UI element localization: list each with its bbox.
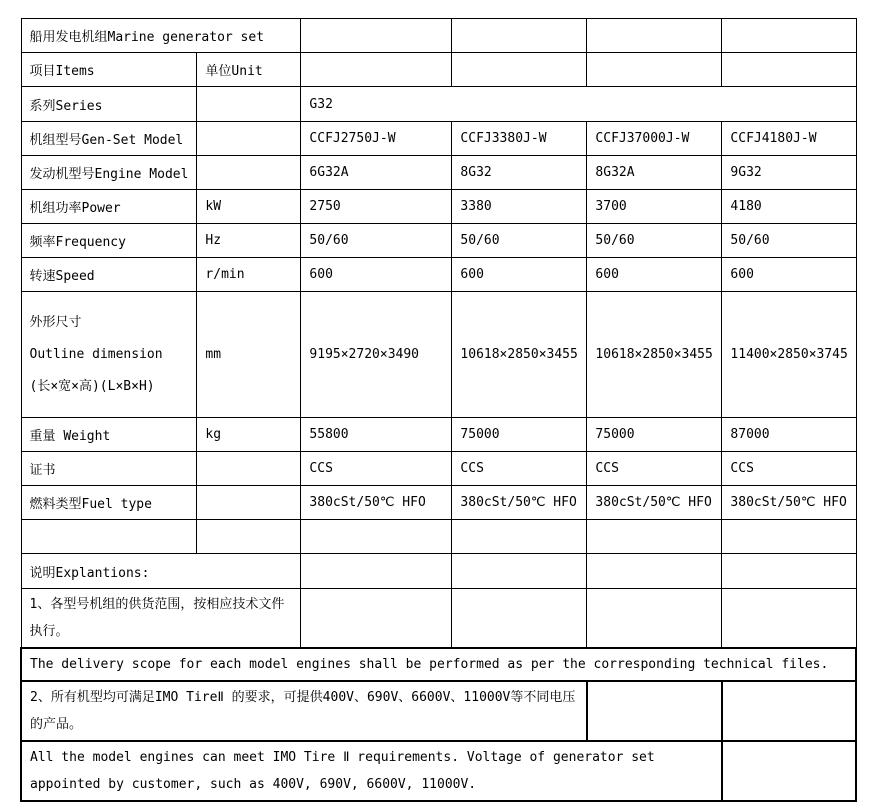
value-cell: 9195×2720×3490	[301, 292, 452, 418]
value-cell: 50/60	[301, 224, 452, 258]
value-cell: CCFJ37000J-W	[587, 122, 722, 156]
empty-cell	[722, 53, 856, 87]
value-cell: 50/60	[452, 224, 587, 258]
value-cell: 380cSt/50℃ HFO	[722, 486, 856, 520]
empty-cell	[722, 741, 856, 801]
dimension-label-line: Outline dimension	[29, 346, 163, 362]
marine-generator-spec-table	[20, 18, 857, 802]
table-row-note1-cn	[21, 589, 856, 649]
value-cell: CCFJ4180J-W	[722, 122, 856, 156]
dimension-label-line: (长×宽×高)(L×B×H)	[29, 378, 155, 394]
empty-cell	[722, 520, 856, 554]
value-cell: 4180	[722, 190, 856, 224]
unit-cell	[197, 452, 301, 486]
row-label-cell: 证书	[21, 452, 197, 486]
row-label-cell: 重量 Weight	[21, 418, 197, 452]
explanations-heading-cell: 说明Explantions:	[21, 554, 301, 589]
value-cell: 600	[452, 258, 587, 292]
table-row-weight	[21, 418, 856, 452]
unit-cell	[197, 122, 301, 156]
empty-cell	[587, 554, 722, 589]
row-label-cell: 发动机型号Engine Model	[21, 156, 197, 190]
table-row-title	[21, 19, 856, 53]
table-row-note2-cn	[21, 681, 856, 741]
value-cell: 8G32	[452, 156, 587, 190]
table-row-header	[21, 53, 856, 87]
empty-cell	[452, 554, 587, 589]
value-cell: 75000	[452, 418, 587, 452]
value-cell: 10618×2850×3455	[452, 292, 587, 418]
value-cell: 380cSt/50℃ HFO	[452, 486, 587, 520]
note2-cn-cell: 2、所有机型均可满足IMO TireⅡ 的要求，可提供400V、690V、6600V、11000V等不同电压的产品。	[21, 681, 587, 741]
table-row-empty	[21, 520, 856, 554]
empty-cell	[722, 19, 856, 53]
dimension-label-line: 外形尺寸	[29, 314, 82, 330]
value-cell: 600	[722, 258, 856, 292]
row-label-cell: 系列Series	[21, 87, 197, 122]
value-cell: CCS	[301, 452, 452, 486]
table-row-series	[21, 87, 856, 122]
value-cell: 600	[587, 258, 722, 292]
value-cell: 75000	[587, 418, 722, 452]
items-header-cell: 项目Items	[21, 53, 197, 87]
empty-cell	[301, 19, 452, 53]
empty-cell	[452, 589, 587, 649]
table-row-power	[21, 190, 856, 224]
table-row-explanations-heading	[21, 554, 856, 589]
empty-cell	[301, 520, 452, 554]
value-cell: 3700	[587, 190, 722, 224]
unit-cell: kW	[197, 190, 301, 224]
row-label-cell: 频率Frequency	[21, 224, 197, 258]
table-row-certificate	[21, 452, 856, 486]
value-cell: CCFJ2750J-W	[301, 122, 452, 156]
note1-cn-cell: 1、各型号机组的供货范围，按相应技术文件执行。	[21, 589, 301, 649]
table-row-engine-model	[21, 156, 856, 190]
row-label-cell	[21, 292, 197, 418]
table-row-speed	[21, 258, 856, 292]
value-cell: 380cSt/50℃ HFO	[301, 486, 452, 520]
note1-en-cell: The delivery scope for each model engines shall be performed as per the corresponding technical files.	[21, 648, 856, 681]
empty-cell	[587, 520, 722, 554]
value-cell: 55800	[301, 418, 452, 452]
value-cell: 380cSt/50℃ HFO	[587, 486, 722, 520]
unit-cell	[197, 156, 301, 190]
table-row-outline-dimension	[21, 292, 856, 418]
series-value-cell: G32	[301, 87, 856, 122]
value-cell: 50/60	[722, 224, 856, 258]
unit-cell	[197, 486, 301, 520]
note2-en-cell: All the model engines can meet IMO Tire Ⅱ requirements. Voltage of generator set appointed by customer, such as 400V, 690V, 6600V, 11000V.	[21, 741, 722, 801]
value-cell: 2750	[301, 190, 452, 224]
unit-cell: kg	[197, 418, 301, 452]
unit-header-cell: 单位Unit	[197, 53, 301, 87]
empty-cell	[722, 589, 856, 649]
empty-cell	[587, 681, 722, 741]
empty-cell	[587, 53, 722, 87]
empty-cell	[452, 520, 587, 554]
value-cell: 11400×2850×3745	[722, 292, 856, 418]
table-row-frequency	[21, 224, 856, 258]
empty-cell	[452, 19, 587, 53]
value-cell: CCS	[722, 452, 856, 486]
empty-cell	[587, 589, 722, 649]
value-cell: 10618×2850×3455	[587, 292, 722, 418]
unit-cell	[197, 87, 301, 122]
row-label-cell: 燃料类型Fuel type	[21, 486, 197, 520]
table-row-genset-model	[21, 122, 856, 156]
row-label-cell: 机组功率Power	[21, 190, 197, 224]
table-title-cell: 船用发电机组Marine generator set	[21, 19, 301, 53]
row-label-cell: 机组型号Gen-Set Model	[21, 122, 197, 156]
value-cell: CCFJ3380J-W	[452, 122, 587, 156]
value-cell: 6G32A	[301, 156, 452, 190]
value-cell: CCS	[452, 452, 587, 486]
empty-cell	[722, 681, 856, 741]
table-row-fuel-type	[21, 486, 856, 520]
empty-cell	[722, 554, 856, 589]
value-cell: CCS	[587, 452, 722, 486]
table-row-note1-en	[21, 648, 856, 681]
empty-cell	[301, 53, 452, 87]
value-cell: 8G32A	[587, 156, 722, 190]
value-cell: 87000	[722, 418, 856, 452]
value-cell: 3380	[452, 190, 587, 224]
empty-cell	[301, 589, 452, 649]
unit-cell: mm	[197, 292, 301, 418]
value-cell: 600	[301, 258, 452, 292]
empty-cell	[587, 19, 722, 53]
row-label-cell: 转速Speed	[21, 258, 197, 292]
unit-cell: r/min	[197, 258, 301, 292]
value-cell: 9G32	[722, 156, 856, 190]
table-row-note2-en	[21, 741, 856, 801]
empty-cell	[452, 53, 587, 87]
unit-cell: Hz	[197, 224, 301, 258]
empty-cell	[197, 520, 301, 554]
empty-cell	[301, 554, 452, 589]
value-cell: 50/60	[587, 224, 722, 258]
empty-cell	[21, 520, 197, 554]
